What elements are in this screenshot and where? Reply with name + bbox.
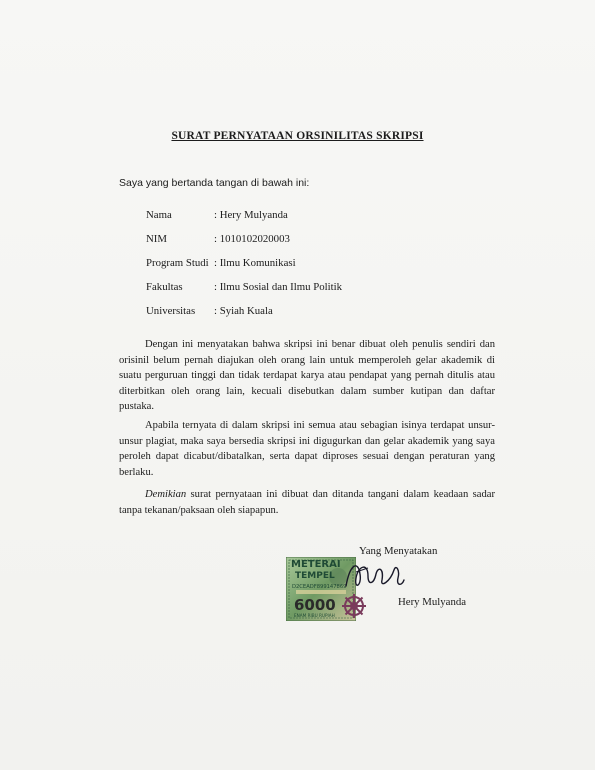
identity-label: Universitas [146,305,196,317]
identity-label: Program Studi [146,257,209,269]
document-title: SURAT PERNYATAAN ORSINILITAS SKRIPSI [171,130,424,142]
stamp-amount: 6000 [294,596,336,614]
closing-paragraph [119,487,495,518]
stamp-currency: ENAM RIBU RUPIAH [294,613,335,618]
identity-row-program [146,257,342,281]
identity-row-name [146,209,342,233]
identity-value: : 1010102020003 [214,233,290,245]
signer-name: Hery Mulyanda [398,596,467,608]
identity-label: NIM [146,233,167,245]
stamp-subtitle: TEMPEL [295,571,335,581]
identity-value: : Ilmu Sosial dan Ilmu Politik [214,281,343,293]
identity-row-faculty [146,281,342,305]
identity-label: Nama [146,209,172,221]
identity-row-nim [146,233,342,257]
closing-paragraph-text: surat pernyataan ini dibuat dan ditanda tangani dalam keadaan sadar tanpa tekanan/paksaan oleh siapapun. [119,489,495,516]
intro-text: Saya yang bertanda tangan di bawah ini: [119,177,310,189]
identity-table [146,209,342,329]
identity-value: : Syiah Kuala [214,305,273,317]
statement-paragraph: Dengan ini menyatakan bahwa skripsi ini benar dibuat oleh penulis sendiri dan orisinil belum pernah diajukan oleh orang lain untuk memperoleh gelar akademik di suatu perguruan tinggi dan tidak terdapat karya atau pendapat yang pernah ditulis atau diterbitkan oleh orang lain, kecuali disebutkan dalam sumber kutipan dan daftar pustaka. [119,339,495,412]
closing-paragraph-lead: Demikian [145,489,187,500]
identity-label: Fakultas [146,281,183,293]
signature [338,556,408,596]
identity-value: : Ilmu Komunikasi [214,257,296,269]
identity-row-university [146,305,342,329]
identity-value: : Hery Mulyanda [214,209,288,221]
closing-label: Yang Menyatakan [359,545,438,557]
stamp-title: METERAI [291,559,341,570]
stamp-serial: D2CEADF899147869 [292,584,347,590]
plagiarism-paragraph: Apabila ternyata di dalam skripsi ini semua atau sebagian isinya terdapat unsur-unsur plagiat, maka saya bersedia skripsi ini digugurkan dan gelar akademik yang saya peroleh dapat dicabut/dibatalkan, serta dapat diproses sesuai dengan peraturan yang berlaku. [119,420,495,478]
